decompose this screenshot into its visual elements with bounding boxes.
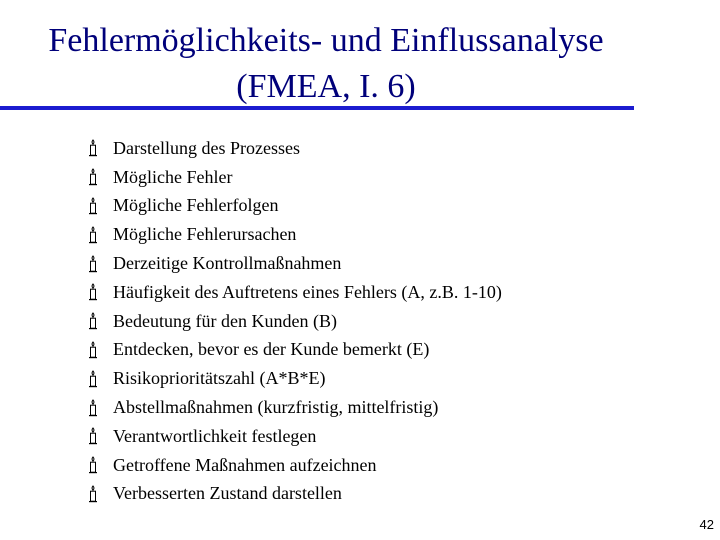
candle-icon <box>86 312 100 330</box>
list-item-text: Verbesserten Zustand darstellen <box>113 483 342 504</box>
list-item-text: Mögliche Fehlerfolgen <box>113 195 279 216</box>
list-item <box>86 249 502 278</box>
list-item <box>86 336 502 365</box>
candle-icon <box>86 226 100 244</box>
slide-title-line-2: (FMEA, I. 6) <box>236 68 416 105</box>
list-item-text: Entdecken, bevor es der Kunde bemerkt (E) <box>113 339 430 360</box>
list-item <box>86 307 502 336</box>
candle-icon <box>86 341 100 359</box>
list-item-text: Risikoprioritätszahl (A*B*E) <box>113 368 326 389</box>
list-item-text: Getroffene Maßnahmen aufzeichnen <box>113 454 377 475</box>
list-item-text: Mögliche Fehlerursachen <box>113 224 297 245</box>
list-item-text: Bedeutung für den Kunden (B) <box>113 310 337 331</box>
list-item-text: Abstellmaßnahmen (kurzfristig, mittelfristig) <box>113 397 439 418</box>
candle-icon <box>86 283 100 301</box>
bullet-list <box>86 134 502 508</box>
list-item <box>86 422 502 451</box>
candle-icon <box>86 255 100 273</box>
candle-icon <box>86 370 100 388</box>
list-item <box>86 278 502 307</box>
list-item <box>86 480 502 509</box>
list-item <box>86 364 502 393</box>
candle-icon <box>86 139 100 157</box>
title-underline <box>0 106 634 110</box>
page-number: 42 <box>699 517 714 532</box>
candle-icon <box>86 168 100 186</box>
list-item <box>86 451 502 480</box>
slide-title-line-1: Fehlermöglichkeits- und Einflussanalyse <box>48 22 604 59</box>
candle-icon <box>86 456 100 474</box>
list-item-text: Derzeitige Kontrollmaßnahmen <box>113 253 342 274</box>
list-item-text: Verantwortlichkeit festlegen <box>113 425 317 446</box>
candle-icon <box>86 197 100 215</box>
list-item <box>86 134 502 163</box>
candle-icon <box>86 399 100 417</box>
candle-icon <box>86 485 100 503</box>
list-item-text: Mögliche Fehler <box>113 166 233 187</box>
list-item-text: Häufigkeit des Auftretens eines Fehlers (A, z.B. 1-10) <box>113 281 502 302</box>
list-item <box>86 220 502 249</box>
list-item-text: Darstellung des Prozesses <box>113 137 300 158</box>
list-item <box>86 393 502 422</box>
list-item <box>86 192 502 221</box>
slide-title <box>0 18 652 110</box>
list-item <box>86 163 502 192</box>
candle-icon <box>86 427 100 445</box>
